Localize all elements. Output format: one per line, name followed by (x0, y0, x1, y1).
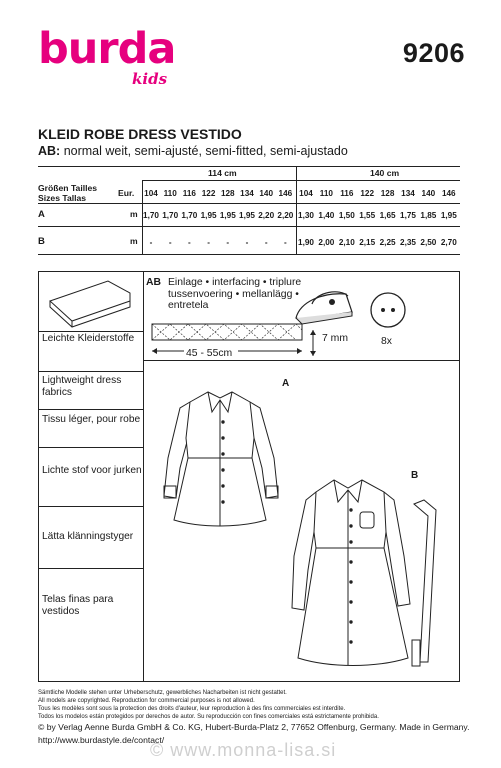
size-arrow-icon (306, 328, 320, 358)
size-140-110: 110 (319, 189, 333, 198)
cell-a-114-2: 1,70 (181, 211, 198, 220)
cell-a-114-6: 2,20 (258, 211, 275, 220)
cell-b-114-6: - (264, 238, 268, 247)
interfacing-info (146, 277, 301, 312)
cell-a-114-5: 1,95 (239, 211, 255, 220)
cell-b-114-7: - (284, 238, 287, 247)
cell-b-114-5: - (245, 238, 249, 247)
fabric-fr: Tissu léger, pour robe (42, 414, 141, 425)
width-114-label: 114 cm (208, 168, 237, 178)
cell-a-140-3: 1,55 (359, 211, 376, 220)
size-114-104: 104 (144, 189, 158, 198)
size-label-2: Sizes Tallas (38, 193, 87, 203)
size-140-134: 134 (401, 189, 415, 198)
size-140-128: 128 (380, 189, 395, 198)
cell-b-114-2: - (188, 238, 191, 247)
copyright: © by Verlag Aenne Burda GmbH & Co. KG, Hubert-Burda-Platz 2, 77652 Offenburg, Germany. Made in Germany. (38, 722, 470, 732)
legal-note-fr: Tous les modèles sont sous la protection des droits d'auteur, leur reproduction à des fins commerciales est interdite. (38, 706, 346, 712)
size-114-122: 122 (201, 189, 216, 198)
eur-label: Eur. (118, 188, 135, 198)
watermark: © www.monna-lisa.si (150, 740, 337, 760)
cell-a-140-6: 1,85 (420, 211, 437, 220)
cell-b-114-3: - (207, 238, 210, 247)
size-140-122: 122 (360, 189, 375, 198)
iron-icon (292, 284, 362, 328)
button-icon (368, 290, 408, 330)
contact-link[interactable]: http://www.burdastyle.de/contact/ (38, 735, 165, 745)
cell-a-140-7: 1,95 (440, 211, 457, 220)
dress-a-drawing (150, 378, 290, 538)
cell-a-114-0: 1,70 (143, 211, 159, 220)
subtitle-prefix: AB: (38, 144, 61, 158)
size-140-104: 104 (299, 189, 313, 198)
cell-a-114-4: 1,95 (219, 211, 236, 220)
size-table (38, 166, 460, 254)
cell-b-114-4: - (226, 238, 230, 247)
interfacing-line-3: entretela (168, 300, 209, 311)
cell-a-114-1: 1,70 (162, 211, 179, 220)
fabric-sv: Lätta klänningstyger (42, 531, 134, 542)
brand-sub-logo: kids (132, 70, 168, 88)
size-114-128: 128 (220, 189, 235, 198)
button-size: 7 mm (322, 333, 348, 344)
view-a-label: A (282, 378, 290, 389)
cell-b-140-6: 2,50 (420, 238, 437, 247)
interfacing-width: 45 - 55cm (186, 348, 233, 359)
cell-a-140-0: 1,30 (298, 211, 314, 220)
size-114-116: 116 (182, 189, 196, 198)
view-b-label: B (411, 470, 419, 481)
size-label-1: Größen Tailles (38, 183, 98, 193)
cell-a-140-5: 1,75 (400, 211, 416, 220)
fabric-column (38, 271, 143, 682)
row-label-b: B (38, 236, 45, 247)
size-114-140: 140 (259, 189, 274, 198)
brand-logo: burda (38, 24, 176, 74)
row-label-a: A (38, 209, 45, 220)
fabric-swatch-icon (38, 271, 143, 331)
subtitle-text: normal weit, semi-ajusté, semi-fitted, semi-ajustado (60, 144, 348, 158)
cell-b-140-5: 2,35 (400, 238, 416, 247)
cell-a-140-2: 1,50 (338, 211, 355, 220)
width-140-label: 140 cm (370, 168, 400, 178)
cell-b-140-0: 1,90 (298, 238, 314, 247)
interfacing-strip-icon (150, 320, 310, 344)
size-114-110: 110 (163, 189, 177, 198)
pattern-subtitle (38, 144, 348, 158)
button-count: 8x (381, 336, 392, 347)
cell-b-114-0: - (149, 238, 153, 247)
cell-b-140-2: 2,10 (338, 238, 355, 247)
interfacing-ab: AB (146, 277, 162, 288)
legal-note-de: Sämtliche Modelle stehen unter Urheberschutz, gewerbliches Nacharbeiten ist nicht gestattet. (38, 690, 287, 696)
interfacing-line-1: Einlage • interfacing • triplure (168, 277, 302, 288)
cell-a-114-7: 2,20 (277, 211, 294, 220)
row-divider (143, 360, 460, 361)
cell-b-140-4: 2,25 (379, 238, 396, 247)
cell-a-140-1: 1,40 (318, 211, 335, 220)
pattern-number: 9206 (402, 38, 465, 68)
size-140-140: 140 (421, 189, 436, 198)
legal-note-es: Todos los modelos están protegidos por derechos de autor. Su reproducción con fines comerciales está estrictamente prohibida. (38, 714, 379, 720)
column-divider (143, 271, 144, 682)
fabric-de: Leichte Kleiderstoffe (42, 333, 135, 344)
cell-a-140-4: 1,65 (379, 211, 396, 220)
row-unit-a: m (130, 209, 138, 219)
width-arrow-icon (150, 344, 310, 358)
legal-note-en: All models are copyrighted. Reproduction for commercial purposes is not allowed. (38, 698, 255, 704)
interfacing-line-2: tussenvoering • mellanlägg • (168, 288, 299, 300)
cell-a-114-3: 1,95 (200, 211, 217, 220)
cell-b-140-3: 2,15 (359, 238, 376, 247)
fabric-en: Lightweight dress fabrics (42, 375, 122, 398)
cell-b-140-7: 2,70 (440, 238, 457, 247)
size-114-146: 146 (278, 189, 293, 198)
cell-b-140-1: 2,00 (318, 238, 335, 247)
dress-b-drawing (286, 470, 456, 670)
pattern-title: KLEID ROBE DRESS VESTIDO (38, 126, 242, 142)
size-140-116: 116 (340, 189, 354, 198)
row-unit-b: m (130, 236, 138, 246)
size-140-146: 146 (441, 189, 456, 198)
fabric-es: Telas finas para vestidos (42, 594, 114, 617)
cell-b-114-1: - (168, 238, 172, 247)
fabric-nl: Lichte stof voor jurken (42, 465, 142, 476)
size-114-134: 134 (240, 189, 254, 198)
